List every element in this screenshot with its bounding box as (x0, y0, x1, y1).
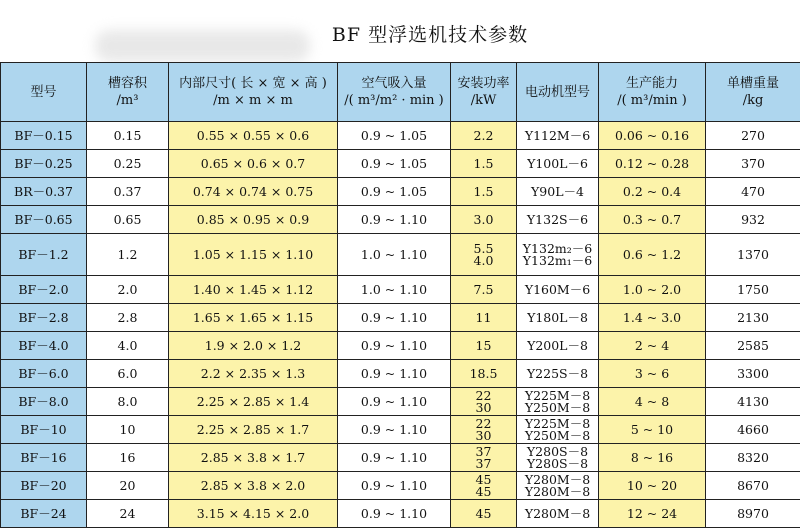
cell-weight: 4130 (706, 388, 800, 416)
cell-dimensions: 2.2 × 2.35 × 1.3 (169, 360, 338, 388)
cell-motor-line: Y225M－8 (524, 387, 591, 403)
cell-motor-line: Y200L－8 (527, 337, 588, 353)
cell-motor-line: Y225S－8 (526, 365, 589, 381)
cell-motor (517, 388, 599, 416)
cell-capacity: 4 ~ 8 (599, 388, 706, 416)
cell-motor-line: Y280M－8 (524, 505, 591, 521)
cell-volume: 24 (87, 500, 169, 528)
cell-power-line: 3.0 (473, 211, 494, 227)
bf-spec-table (0, 62, 800, 528)
cell-dimensions: 0.55 × 0.55 × 0.6 (169, 122, 338, 150)
cell-power (451, 178, 517, 206)
cell-power-line: 4.0 (473, 252, 494, 268)
cell-motor (517, 360, 599, 388)
cell-capacity: 0.6 ~ 1.2 (599, 234, 706, 276)
cell-motor-line: Y225M－8 (524, 415, 591, 431)
cell-capacity: 1.4 ~ 3.0 (599, 304, 706, 332)
cell-air-intake: 0.9 ~ 1.10 (338, 206, 451, 234)
cell-capacity: 5 ~ 10 (599, 416, 706, 444)
header-row (1, 63, 800, 122)
cell-motor-line: Y250M－8 (524, 399, 591, 415)
cell-power-line: 1.5 (473, 155, 494, 171)
cell-capacity: 10 ~ 20 (599, 472, 706, 500)
table-row (1, 500, 800, 528)
cell-weight: 470 (706, 178, 800, 206)
cell-power (451, 150, 517, 178)
cell-power-line: 11 (475, 309, 492, 325)
header-capacity: 生产能力 /( m³/min ) (599, 63, 706, 122)
table-row (1, 472, 800, 500)
cell-model: BF－0.25 (1, 150, 87, 178)
cell-dimensions: 0.74 × 0.74 × 0.75 (169, 178, 338, 206)
cell-air-intake: 0.9 ~ 1.10 (338, 472, 451, 500)
cell-motor-line: Y132S－6 (526, 211, 589, 227)
cell-air-intake: 0.9 ~ 1.05 (338, 122, 451, 150)
header-power: 安装功率 /kW (451, 63, 517, 122)
cell-motor (517, 500, 599, 528)
cell-dimensions: 1.65 × 1.65 × 1.15 (169, 304, 338, 332)
cell-motor (517, 178, 599, 206)
cell-power-line: 22 (475, 415, 492, 431)
cell-air-intake: 0.9 ~ 1.10 (338, 360, 451, 388)
cell-dimensions: 1.9 × 2.0 × 1.2 (169, 332, 338, 360)
cell-power-line: 22 (475, 387, 492, 403)
cell-volume: 0.15 (87, 122, 169, 150)
cell-motor-line: Y112M－6 (524, 127, 591, 143)
header-motor: 电动机型号 (517, 63, 599, 122)
cell-air-intake: 1.0 ~ 1.10 (338, 276, 451, 304)
cell-dimensions: 0.65 × 0.6 × 0.7 (169, 150, 338, 178)
header-weight: 单槽重量 /kg (706, 63, 800, 122)
cell-weight: 270 (706, 122, 800, 150)
table-row (1, 178, 800, 206)
cell-motor (517, 304, 599, 332)
cell-power (451, 360, 517, 388)
cell-volume: 10 (87, 416, 169, 444)
table-row (1, 122, 800, 150)
table-row (1, 444, 800, 472)
cell-power (451, 234, 517, 276)
cell-model: BF－16 (1, 444, 87, 472)
cell-power-line: 18.5 (469, 365, 498, 381)
cell-model: BF－8.0 (1, 388, 87, 416)
cell-power-line: 37 (475, 443, 492, 459)
cell-air-intake: 0.9 ~ 1.10 (338, 388, 451, 416)
cell-weight: 370 (706, 150, 800, 178)
cell-capacity: 2 ~ 4 (599, 332, 706, 360)
cell-model: BF－6.0 (1, 360, 87, 388)
cell-volume: 0.37 (87, 178, 169, 206)
cell-power-line: 45 (475, 471, 492, 487)
cell-dimensions: 2.85 × 3.8 × 2.0 (169, 472, 338, 500)
cell-power-line: 30 (475, 427, 492, 443)
cell-volume: 4.0 (87, 332, 169, 360)
cell-model: BF－4.0 (1, 332, 87, 360)
cell-capacity: 12 ~ 24 (599, 500, 706, 528)
cell-air-intake: 0.9 ~ 1.10 (338, 416, 451, 444)
cell-volume: 2.0 (87, 276, 169, 304)
cell-motor (517, 332, 599, 360)
header-model: 型号 (1, 63, 87, 122)
cell-weight: 4660 (706, 416, 800, 444)
cell-motor-line: Y132m₂－6 (522, 240, 593, 256)
cell-motor-line: Y100L－6 (527, 155, 588, 171)
cell-volume: 0.25 (87, 150, 169, 178)
cell-dimensions: 0.85 × 0.95 × 0.9 (169, 206, 338, 234)
cell-motor-line: Y160M－6 (524, 281, 591, 297)
cell-volume: 1.2 (87, 234, 169, 276)
table-row (1, 234, 800, 276)
cell-capacity: 0.3 ~ 0.7 (599, 206, 706, 234)
cell-model: BF－2.8 (1, 304, 87, 332)
cell-model: BF－0.15 (1, 122, 87, 150)
cell-power-line: 1.5 (473, 183, 494, 199)
cell-air-intake: 0.9 ~ 1.05 (338, 178, 451, 206)
page-title: BF 型浮选机技术参数 (331, 24, 529, 46)
cell-motor (517, 444, 599, 472)
cell-weight: 8320 (706, 444, 800, 472)
cell-air-intake: 1.0 ~ 1.10 (338, 234, 451, 276)
cell-air-intake: 0.9 ~ 1.05 (338, 150, 451, 178)
cell-model: BF－1.2 (1, 234, 87, 276)
cell-motor-line: Y280M－8 (524, 471, 591, 487)
cell-motor-line: Y90L－4 (531, 183, 584, 199)
cell-motor-line: Y132m₁－6 (522, 252, 593, 268)
cell-capacity: 0.2 ~ 0.4 (599, 178, 706, 206)
cell-air-intake: 0.9 ~ 1.10 (338, 444, 451, 472)
cell-weight: 2585 (706, 332, 800, 360)
cell-power (451, 122, 517, 150)
cell-motor (517, 122, 599, 150)
cell-dimensions: 2.85 × 3.8 × 1.7 (169, 444, 338, 472)
cell-model: BF－2.0 (1, 276, 87, 304)
cell-model: BR－0.37 (1, 178, 87, 206)
cell-volume: 6.0 (87, 360, 169, 388)
table-row (1, 206, 800, 234)
cell-capacity: 8 ~ 16 (599, 444, 706, 472)
cell-power (451, 304, 517, 332)
cell-weight: 2130 (706, 304, 800, 332)
cell-dimensions: 1.05 × 1.15 × 1.10 (169, 234, 338, 276)
cell-motor (517, 276, 599, 304)
cell-power (451, 332, 517, 360)
cell-model: BF－0.65 (1, 206, 87, 234)
cell-air-intake: 0.9 ~ 1.10 (338, 500, 451, 528)
cell-capacity: 0.06 ~ 0.16 (599, 122, 706, 150)
cell-dimensions: 2.25 × 2.85 × 1.7 (169, 416, 338, 444)
cell-power-line: 7.5 (473, 281, 494, 297)
table-row (1, 416, 800, 444)
cell-model: BF－20 (1, 472, 87, 500)
cell-weight: 932 (706, 206, 800, 234)
cell-motor (517, 206, 599, 234)
cell-power (451, 388, 517, 416)
cell-volume: 2.8 (87, 304, 169, 332)
cell-weight: 8670 (706, 472, 800, 500)
cell-weight: 8970 (706, 500, 800, 528)
cell-power (451, 444, 517, 472)
header-air-intake: 空气吸入量 /( m³/m² · min ) (338, 63, 451, 122)
cell-power-line: 45 (475, 505, 492, 521)
cell-power (451, 416, 517, 444)
cell-model: BF－24 (1, 500, 87, 528)
cell-motor-line: Y280S－8 (526, 455, 589, 471)
cell-power (451, 276, 517, 304)
cell-power (451, 500, 517, 528)
cell-power (451, 472, 517, 500)
cell-volume: 20 (87, 472, 169, 500)
cell-dimensions: 1.40 × 1.45 × 1.12 (169, 276, 338, 304)
cell-power-line: 5.5 (473, 240, 494, 256)
cell-air-intake: 0.9 ~ 1.10 (338, 332, 451, 360)
cell-volume: 0.65 (87, 206, 169, 234)
cell-motor (517, 150, 599, 178)
cell-dimensions: 2.25 × 2.85 × 1.4 (169, 388, 338, 416)
cell-volume: 16 (87, 444, 169, 472)
header-volume: 槽容积 /m³ (87, 63, 169, 122)
table-row (1, 304, 800, 332)
table-row (1, 332, 800, 360)
cell-air-intake: 0.9 ~ 1.10 (338, 304, 451, 332)
cell-power (451, 206, 517, 234)
cell-motor (517, 472, 599, 500)
cell-motor-line: Y280S－8 (526, 443, 589, 459)
cell-power-line: 2.2 (473, 127, 494, 143)
header-dimensions: 内部尺寸( 长 × 宽 × 高 ) /m × m × m (169, 63, 338, 122)
cell-weight: 1370 (706, 234, 800, 276)
cell-weight: 1750 (706, 276, 800, 304)
cell-power-line: 30 (475, 399, 492, 415)
cell-capacity: 3 ~ 6 (599, 360, 706, 388)
table-row (1, 276, 800, 304)
cell-power-line: 37 (475, 455, 492, 471)
cell-capacity: 0.12 ~ 0.28 (599, 150, 706, 178)
cell-weight: 3300 (706, 360, 800, 388)
cell-motor-line: Y250M－8 (524, 427, 591, 443)
cell-capacity: 1.0 ~ 2.0 (599, 276, 706, 304)
cell-motor-line: Y180L－8 (527, 309, 588, 325)
table-row (1, 360, 800, 388)
cell-power-line: 15 (475, 337, 492, 353)
table-row (1, 150, 800, 178)
cell-volume: 8.0 (87, 388, 169, 416)
cell-power-line: 45 (475, 483, 492, 499)
cell-dimensions: 3.15 × 4.15 × 2.0 (169, 500, 338, 528)
cell-motor (517, 234, 599, 276)
cell-motor-line: Y280M－8 (524, 483, 591, 499)
cell-model: BF－10 (1, 416, 87, 444)
table-row (1, 388, 800, 416)
cell-motor (517, 416, 599, 444)
